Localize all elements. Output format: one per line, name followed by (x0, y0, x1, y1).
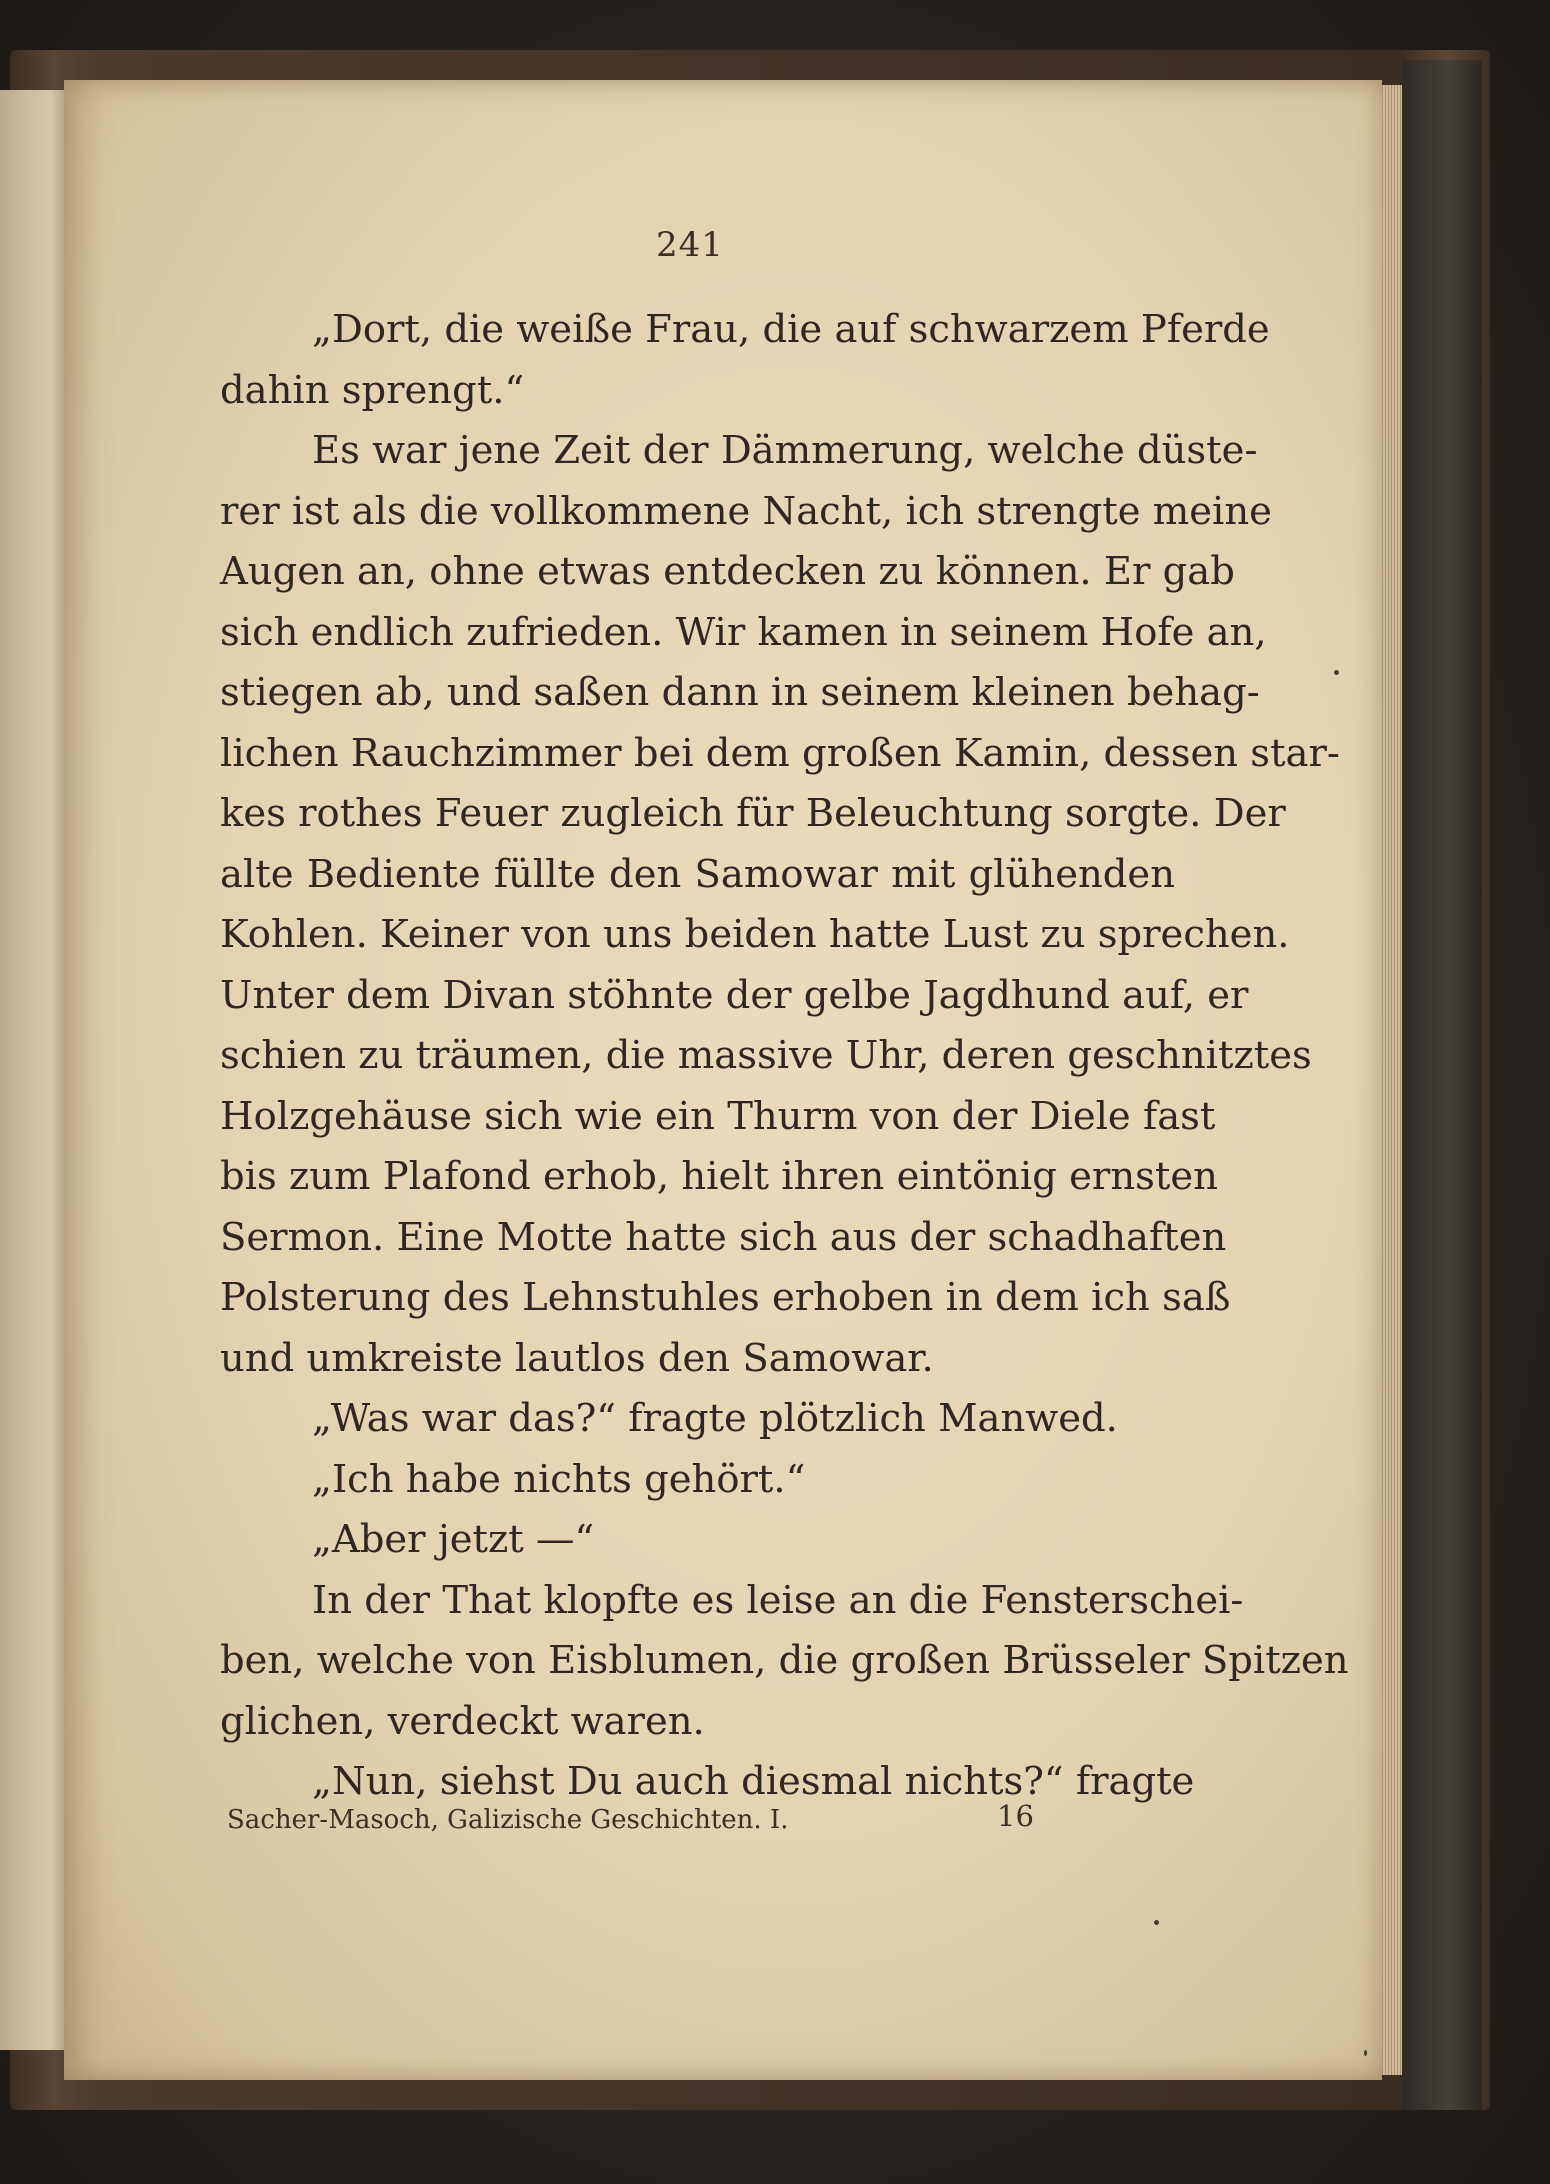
signature-line: Sacher-Masoch, Galizische Geschichten. I. (227, 1805, 789, 1835)
text-line: dahin sprengt.“ (220, 367, 525, 413)
book-cover-edge (1402, 60, 1482, 2110)
text-line: sich endlich zufrieden. Wir kamen in seinem Hofe an, (220, 609, 1267, 655)
page-number: 241 (656, 225, 724, 265)
text-line: „Dort, die weiße Frau, die auf schwarzem Pferde (312, 307, 1270, 352)
text-line: Unter dem Divan stöhnte der gelbe Jagdhund auf, er (220, 972, 1249, 1018)
text-line: ben, welche von Eisblumen, die großen Brüsseler Spitzen (220, 1638, 1349, 1683)
text-line: kes rothes Feuer zugleich für Beleuchtung sorgte. Der (220, 791, 1286, 836)
text-line: „Aber jetzt —“ (312, 1517, 595, 1562)
text-line: Es war jene Zeit der Dämmerung, welche düste- (312, 428, 1258, 473)
text-line: glichen, verdeckt waren. (220, 1698, 705, 1744)
text-line: In der That klopfte es leise an die Fensterschei- (312, 1577, 1244, 1623)
paper-speck (1364, 2050, 1367, 2056)
text-line: schien zu träumen, die massive Uhr, deren geschnitztes (220, 1033, 1312, 1078)
text-line: Polsterung des Lehnstuhles erhoben in dem ich saß (220, 1275, 1231, 1320)
paper-speck (1154, 1920, 1159, 1925)
text-line: rer ist als die vollkommene Nacht, ich strengte meine (220, 488, 1272, 534)
text-line: Kohlen. Keiner von uns beiden hatte Lust zu sprechen. (220, 912, 1290, 957)
page-stack-edge (1380, 85, 1402, 2075)
text-line: stiegen ab, und saßen dann in seinem kleinen behag- (220, 670, 1260, 715)
text-line: „Nun, siehst Du auch diesmal nichts?“ fragte (312, 1759, 1195, 1804)
text-line: Holzgehäuse sich wie ein Thurm von der Diele fast (220, 1093, 1216, 1139)
body-text (220, 300, 1349, 1813)
text-line: „Ich habe nichts gehört.“ (312, 1456, 806, 1502)
text-line: Augen an, ohne etwas entdecken zu können. Er gab (220, 549, 1235, 594)
paper-speck (1334, 670, 1339, 675)
text-line: lichen Rauchzimmer bei dem großen Kamin, dessen star- (220, 730, 1340, 776)
sheet-number: 16 (997, 1799, 1034, 1833)
text-line: bis zum Plafond erhob, hielt ihren eintönig ernsten (220, 1154, 1218, 1199)
text-line: alte Bediente füllte den Samowar mit glühenden (220, 851, 1175, 897)
text-line: Sermon. Eine Motte hatte sich aus der schadhaften (220, 1214, 1227, 1260)
text-line: und umkreiste lautlos den Samowar. (220, 1335, 934, 1381)
facing-page-edge (0, 90, 66, 2050)
text-line: „Was war das?“ fragte plötzlich Manwed. (312, 1396, 1118, 1441)
